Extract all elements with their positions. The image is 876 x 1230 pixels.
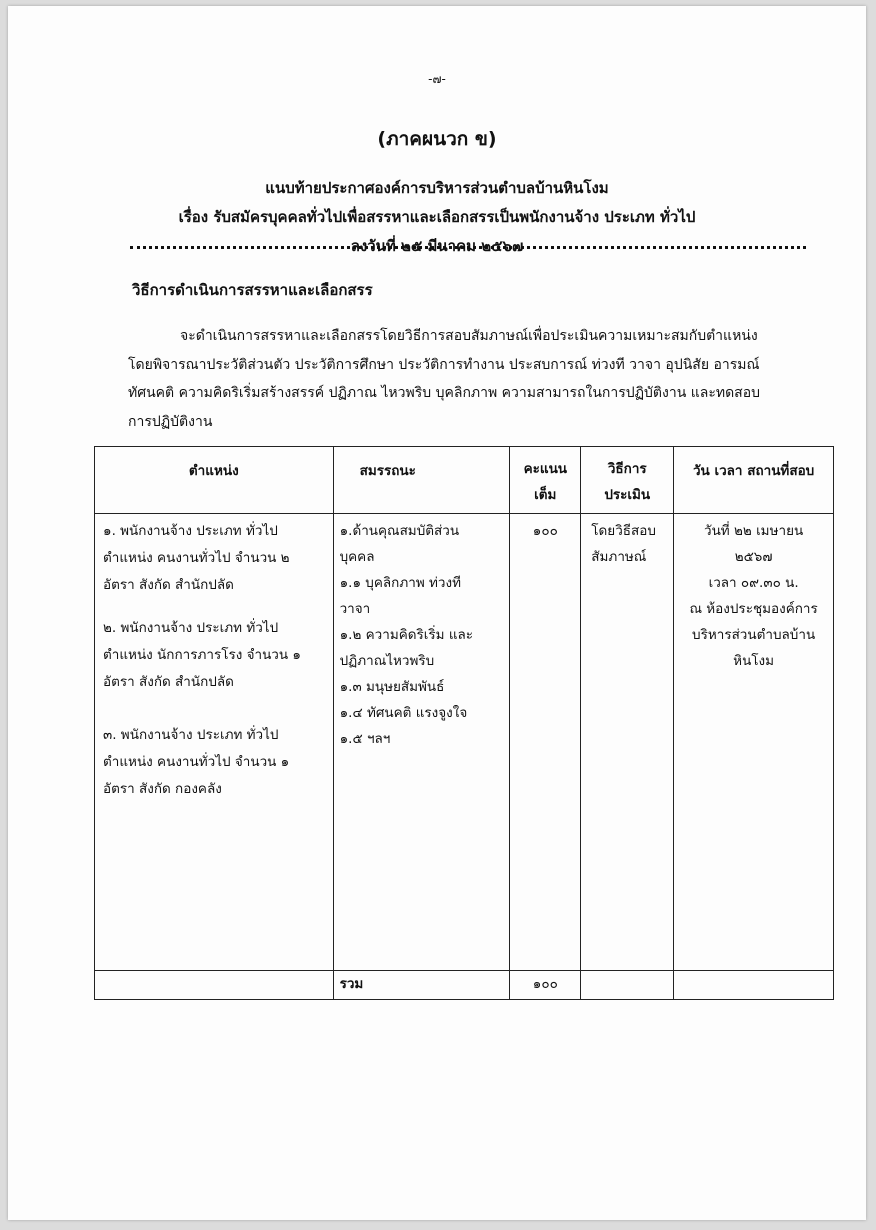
competency-line: ๑.๑ บุคลิกภาพ ท่วงที [339,575,461,591]
document-page [8,6,866,1220]
competency-line: ปฏิภาณไหวพริบ [339,653,435,669]
header-line-1: แนบท้ายประกาศองค์การบริหารส่วนตำบลบ้านหินโงม [265,179,609,197]
paragraph-line: การปฏิบัติงาน [128,413,213,430]
total-empty-cell [674,971,834,1000]
page-number: -๗- [428,72,446,86]
position-line: ตำแหน่ง นักการภารโรง จำนวน ๑ [103,647,301,663]
competency-line: วาจา [339,601,371,617]
competency-line: ๑.๓ มนุษยสัมพันธ์ [339,679,445,695]
method-line: สัมภาษณ์ [591,549,647,565]
header-line-3: ลงวันที่ ๒๕ มีนาคม ๒๕๖๗ [350,237,524,255]
paragraph-line: จะดำเนินการสรรหาและเลือกสรรโดยวิธีการสอบสัมภาษณ์เพื่อประเมินความเหมาะสมกับตำแหน่ง [180,328,758,344]
appendix-title: (ภาคผนวก ข) [377,128,497,150]
paragraph-line: โดยพิจารณาประวัติส่วนตัว ประวัติการศึกษา ประวัติการทำงาน ประสบการณ์ ท่วงที วาจา อุปนิสัย อารมณ์ [128,356,760,373]
date-place-line: ณ ห้องประชุมองค์การ [689,601,818,617]
total-empty-cell [95,971,334,1000]
position-line: ๑. พนักงานจ้าง ประเภท ทั่วไป [103,523,278,539]
competency-line: ๑.ด้านคุณสมบัติส่วน [339,523,460,539]
header-line-2: เรื่อง รับสมัครบุคคลทั่วไปเพื่อสรรหาและเลือกสรรเป็นพนักงานจ้าง ประเภท ทั่วไป [178,208,696,226]
score-cell: ๑๐๐ [510,514,581,971]
table-total-row [95,971,834,1000]
position-item-2 [103,615,327,696]
dotted-divider [130,246,806,249]
position-line: ๒. พนักงานจ้าง ประเภท ทั่วไป [103,620,279,636]
header-method-line-1: วิธีการ [607,461,647,477]
total-label: รวม [333,971,510,1000]
date-place-line: บริหารส่วนตำบลบ้าน [692,627,816,643]
section-title: วิธีการดำเนินการสรรหาและเลือกสรร [132,281,373,299]
total-empty-cell [581,971,674,1000]
header-competency: สมรรถนะ [333,447,510,514]
header-score [510,447,581,514]
competency-cell [333,514,510,971]
table-body-row [95,514,834,971]
header-date-place: วัน เวลา สถานที่สอบ [674,447,834,514]
paragraph-line: ทัศนคติ ความคิดริเริ่มสร้างสรรค์ ปฏิภาณ ไหวพริบ บุคลิกภาพ ความสามารถในการปฏิบัติงาน และทดสอบ [128,385,761,401]
header-position: ตำแหน่ง [95,447,334,514]
competency-line: บุคคล [339,549,375,565]
position-line: ตำแหน่ง คนงานทั่วไป จำนวน ๒ [103,550,290,566]
position-line: อัตรา สังกัด สำนักปลัด [103,674,234,690]
position-item-1 [103,518,327,599]
position-line: อัตรา สังกัด สำนักปลัด [103,577,234,593]
position-line: อัตรา สังกัด กองคลัง [103,781,222,797]
selection-table [94,446,834,1000]
table-header-row [95,447,834,514]
date-place-cell [674,514,834,971]
header-score-line-1: คะแนน [523,461,568,477]
date-place-line: เวลา ๐๙.๓๐ น. [708,575,799,591]
date-place-line: ๒๕๖๗ [734,549,773,565]
description-paragraph [128,322,812,436]
position-line: ๓. พนักงานจ้าง ประเภท ทั่วไป [103,727,279,743]
competency-line: ๑.๕ ฯลฯ [339,731,391,747]
method-cell [581,514,674,971]
competency-line: ๑.๔ ทัศนคติ แรงจูงใจ [339,705,468,721]
position-line: ตำแหน่ง คนงานทั่วไป จำนวน ๑ [103,754,290,770]
competency-line: ๑.๒ ความคิดริเริ่ม และ [339,627,474,643]
positions-cell [95,514,334,971]
total-score: ๑๐๐ [510,971,581,1000]
header-method [581,447,674,514]
header-score-line-2: เต็ม [534,487,557,503]
date-place-line: วันที่ ๒๒ เมษายน [703,523,804,539]
method-line: โดยวิธีสอบ [591,523,656,539]
header-method-line-2: ประเมิน [604,487,651,503]
date-place-line: หินโงม [733,653,775,669]
position-item-3 [103,722,327,803]
